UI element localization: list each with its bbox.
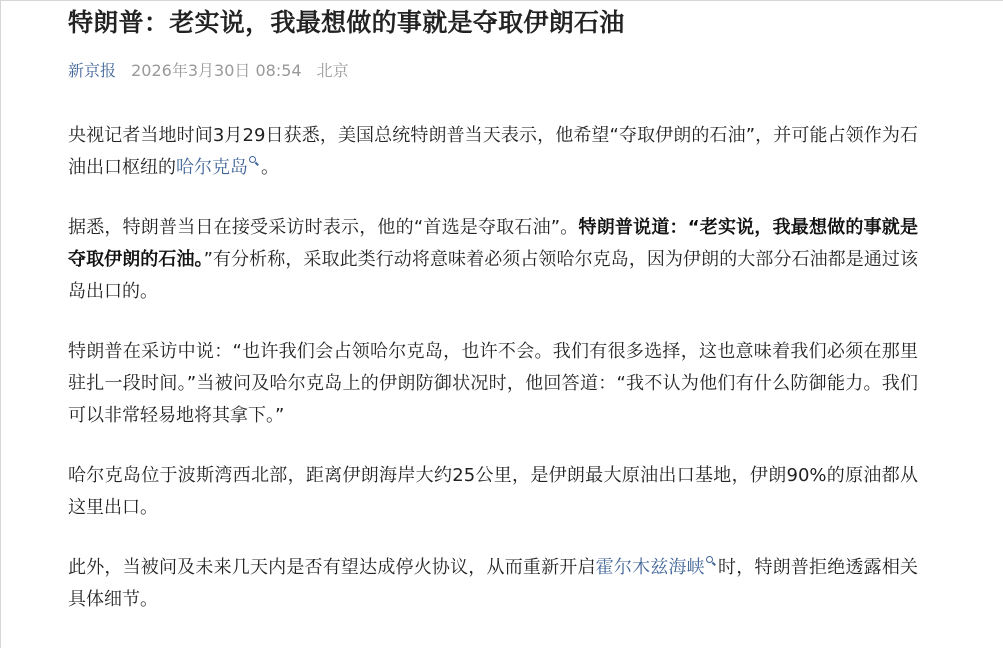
publish-time: 2026年3月30日 08:54 xyxy=(131,61,302,80)
paragraph-text: 时，特朗普拒绝透露相关具体细节。 xyxy=(68,557,919,610)
article-title: 特朗普：老实说，我最想做的事就是夺取伊朗石油 xyxy=(68,8,625,37)
article xyxy=(68,0,918,644)
paragraph-text: ”有分析称，采取此类行动将意味着必须占领哈尔克岛，因为伊朗的大部分石油都是通过该岛出口的。 xyxy=(68,249,918,302)
paragraph-text: 央视记者当地时间3月29日获悉，美国总统特朗普当天表示，他希望“夺取伊朗的石油”，并可能占领作为石油出口枢纽的 xyxy=(68,125,918,178)
article-body xyxy=(68,120,918,616)
paragraph-3: 特朗普在采访中说：“也许我们会占领哈尔克岛，也许不会。我们有很多选择，这也意味着我们必须在那里驻扎一段时间。”当被问及哈尔克岛上的伊朗防御状况时，他回答道：“我不认为他们有什么防御能力。我们可以非常轻易地将其拿下。” xyxy=(68,341,918,426)
bold-quote: 特朗普说道：“老实说，我最想做的事就是夺取伊朗的石油。 xyxy=(68,217,918,270)
keyword-link-hormuz-strait[interactable]: 霍尔木兹海峡 xyxy=(595,557,705,578)
paragraph-4: 哈尔克岛位于波斯湾西北部，距离伊朗海岸大约25公里，是伊朗最大原油出口基地，伊朗90%的原油都从这里出口。 xyxy=(68,465,918,518)
paragraph-text: 此外，当被问及未来几天内是否有望达成停火协议，从而重新开启 xyxy=(68,557,596,578)
source-link[interactable]: 新京报 xyxy=(68,61,117,80)
article-meta xyxy=(68,60,918,82)
paragraph-2 xyxy=(68,212,918,308)
window-left-border xyxy=(0,0,1,648)
publish-location: 北京 xyxy=(316,61,349,80)
search-icon[interactable] xyxy=(706,556,716,566)
paragraph-text: 。 xyxy=(261,157,279,178)
keyword-link-kharg-island[interactable]: 哈尔克岛 xyxy=(176,157,248,178)
search-icon[interactable] xyxy=(249,156,259,166)
paragraph-text: 据悉，特朗普当日在接受采访时表示，他的“首选是夺取石油”。 xyxy=(68,217,579,238)
paragraph-1 xyxy=(68,120,918,184)
paragraph-5 xyxy=(68,552,918,616)
